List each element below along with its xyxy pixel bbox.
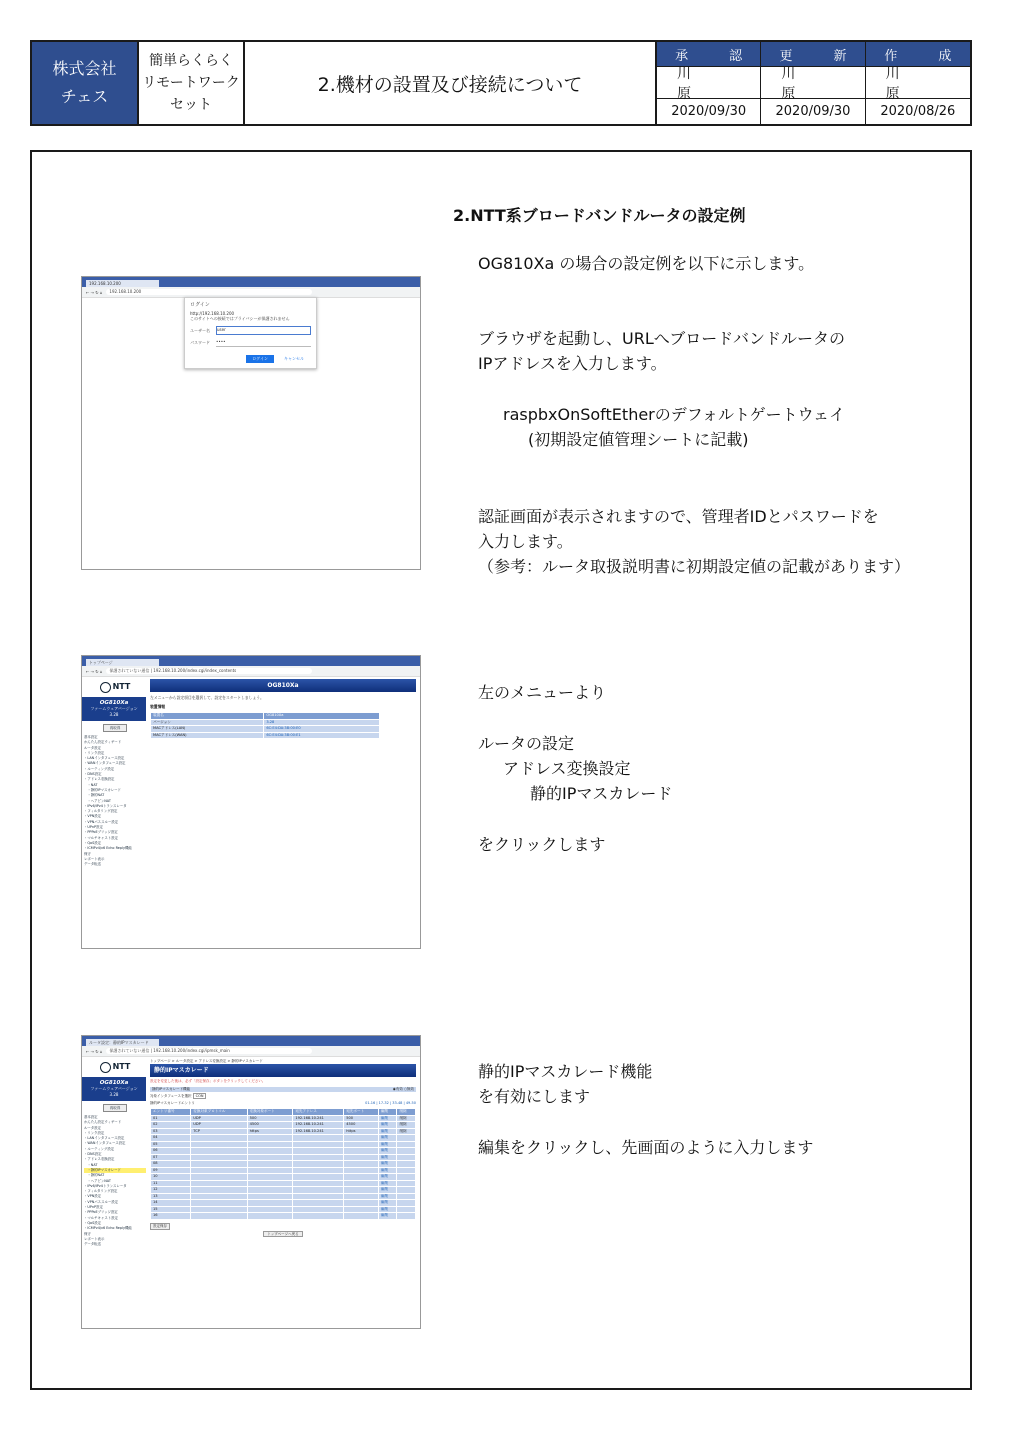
edit-link[interactable]: 編集	[379, 1200, 397, 1207]
router-head: OG810Xa	[150, 679, 416, 692]
table-cell	[293, 1213, 344, 1220]
sidebar-menu-item[interactable]: データ転送	[84, 862, 101, 867]
intro-text: OG810Xa の場合の設定例を以下に示します。	[478, 254, 815, 273]
table-cell: 500	[247, 1115, 293, 1122]
step2-line2: ルータの設定	[478, 734, 575, 753]
sidebar-menu-item[interactable]: ・VPN設定	[84, 1194, 102, 1199]
step1-line5: 認証画面が表示されますので、管理者IDとパスワードを	[478, 507, 879, 526]
sidebar-menu-item[interactable]: ・ヘアピンNAT	[84, 798, 111, 803]
edit-link[interactable]: 編集	[379, 1141, 397, 1148]
warning-text: 設定を変更した後は、必ず「設定保存」ボタンをクリックしてください。	[150, 1079, 266, 1083]
step2-line4: 静的IPマスカレード	[530, 784, 673, 803]
sidebar-menu-item[interactable]: かんたん設定ウィザード	[84, 740, 122, 745]
table-cell: 4500	[344, 1122, 379, 1129]
sidebar-menu-item[interactable]: ・PPPoEブリッジ設定	[84, 830, 118, 835]
screenshot-router-top	[81, 655, 421, 949]
router-sidebar	[82, 1057, 146, 1329]
sidebar-menu-item[interactable]: ・PPPoEブリッジ設定	[84, 1210, 118, 1215]
table-cell: 12	[151, 1187, 191, 1194]
sidebar-menu-item[interactable]: ・DNS設定	[84, 772, 102, 777]
func-on-radio[interactable]: ◉	[392, 1087, 396, 1091]
model-box	[82, 697, 146, 721]
browser-tab[interactable]: 192.168.10.200	[86, 280, 159, 287]
model-name: OG810Xa	[99, 700, 129, 706]
company-cell	[32, 42, 139, 124]
table-cell: 10	[151, 1174, 191, 1181]
table-cell: UDP	[191, 1115, 247, 1122]
nav-icons[interactable]: ← → ↻ ⌂	[86, 1048, 103, 1054]
approval-name: 川 原	[657, 67, 761, 99]
step1-line1: ブラウザを起動し、URLへブロードバンドルータの	[478, 329, 845, 348]
sidebar-menu-item[interactable]: ・VPNパススルー設定	[84, 819, 119, 824]
table-cell: 14	[151, 1200, 191, 1207]
save-button[interactable]: 設定保存	[150, 1223, 170, 1230]
sidebar-menu-item[interactable]: ・リンク設定	[84, 1130, 105, 1135]
sidebar-menu-item[interactable]: ・静的NAT	[84, 793, 105, 798]
sidebar-menu-item[interactable]: ・LANインタフェース設定	[84, 1136, 125, 1141]
table-cell: TCP	[191, 1128, 247, 1135]
approval-date: 2020/09/30	[657, 99, 761, 124]
sidebar-menu-item[interactable]: 保守	[84, 1231, 91, 1236]
table-cell: 06	[151, 1148, 191, 1155]
browser-tabbar	[82, 277, 420, 287]
firmware-label: ファームウェアバージョン	[90, 706, 138, 711]
sidebar-menu-item[interactable]: ・フィルタリング設定	[84, 1189, 118, 1194]
screenshot-login	[81, 276, 421, 570]
table-cell: 15	[151, 1206, 191, 1213]
document-header	[30, 40, 972, 126]
table-cell: 192.168.10.241	[293, 1128, 344, 1135]
delete-button[interactable]: 削除	[397, 1122, 416, 1129]
table-header-cell: OG810Xa	[264, 713, 380, 720]
update-name: 川 原	[761, 67, 865, 99]
update-label: 更 新	[761, 42, 865, 67]
browser-tabbar	[82, 1036, 420, 1046]
table-row: バージョン 3.28	[151, 719, 380, 726]
sidebar-menu-item[interactable]: ・VPNパススルー設定	[84, 1199, 119, 1204]
sidebar-menu-item[interactable]: ・ルーティング設定	[84, 766, 115, 771]
section-title: 2.NTT系ブロードバンドルータの設定例	[453, 206, 746, 225]
url-field[interactable]: 192.168.10.200	[106, 289, 312, 295]
edit-link[interactable]: 編集	[379, 1213, 397, 1220]
company-line-2: チェス	[60, 87, 109, 106]
step1-line4: (初期設定値管理シートに記載)	[528, 430, 749, 449]
reload-button[interactable]: 再取得	[103, 1104, 127, 1112]
table-cell: https	[247, 1128, 293, 1135]
sidebar-menu-item[interactable]: ・QoS設定	[84, 1220, 102, 1225]
table-header-cell: 宛先ポート	[344, 1109, 379, 1116]
router-head: 静的IPマスカレード	[150, 1064, 416, 1077]
sidebar-menu-item[interactable]: ・アドレス変換設定	[84, 777, 115, 782]
edit-link[interactable]: 編集	[379, 1206, 397, 1213]
sidebar-menu-item[interactable]: ルータ設定	[84, 745, 101, 750]
table-cell: 16	[151, 1213, 191, 1220]
sidebar-menu-item[interactable]: ・VPN設定	[84, 814, 102, 819]
create-date: 2020/08/26	[880, 104, 956, 119]
password-label: パスワード	[190, 340, 210, 345]
device-info-table	[150, 712, 380, 739]
document-title: 2.機材の設置及び接続について	[245, 42, 657, 124]
breadcrumb: トップページ > ルータ設定 > アドレス変換設定 > 静的IPマスカレード	[150, 1059, 263, 1063]
edit-link[interactable]: 編集	[379, 1122, 397, 1129]
edit-link[interactable]: 編集	[379, 1128, 397, 1135]
sidebar-menu-item[interactable]: 保守	[84, 851, 91, 856]
dialog-url: http://192.168.10.200	[190, 311, 235, 316]
router-main	[146, 677, 420, 949]
update-date: 2020/09/30	[761, 99, 865, 124]
password-input[interactable]: ••••	[216, 339, 311, 347]
step2-line3: アドレス変換設定	[503, 759, 631, 778]
sidebar-menu-item[interactable]: ・UPnP設定	[84, 825, 103, 830]
browser-addressbar	[82, 1046, 420, 1057]
screenshot-ip-masquerade	[81, 1035, 421, 1329]
guide-text: 左メニューから設定項目を選択して、設定をスタートしましょう。	[150, 695, 264, 700]
step1-line2: IPアドレスを入力します。	[478, 354, 667, 373]
sidebar-menu-item[interactable]: ・IPv6/IPv4トランスレータ	[84, 803, 127, 808]
router-main: トップページ > ルータ設定 > アドレス変換設定 > 静的IPマスカレード 静的IPマスカレード 設定を変更した後は、必ず「設定保存」ボタンをクリックしてください。 静的IPマスカレード機能 ◉有効 ○無効 対象インタフェースを選択 CON 静的IPマスカレードエントリ 01-16 | 17-32 | 33-48 | 49-50 エントリ番号 変換対象プロトコル 変換対象ポート 宛先アドレス 宛先ポート 編集 削除 01 UDP 500 192.168.10.241 500 編集 削除 02 UDP 4500 192.168.10.241 4500 編集 削除 03 TCP https 192.168.10.241 https 編集 削除 04 編集 05 編集 06 編集 07 編集 08 編集 09 編集 10 編集 11 編集 12 編集 13 編集 14 編集 15 編集 16 編集 設定保存 トップページへ戻る	[150, 1059, 416, 1236]
sidebar-menu-item[interactable]: ・ルーティング設定	[84, 1146, 115, 1151]
browser-tab[interactable]: ルータ設定：静的IPマスカレード	[86, 1039, 159, 1046]
sidebar-menu-item[interactable]: ・マルチキャスト設定	[84, 835, 118, 840]
product-cell	[139, 42, 245, 124]
nav-icons[interactable]: ← → ↻ ⌂	[86, 668, 103, 674]
product-line-3: セット	[170, 97, 212, 113]
sidebar-menu-item[interactable]: ・静的NAT	[84, 1173, 105, 1178]
step2-line5: をクリックします	[478, 835, 606, 854]
table-header-cell: 編集	[379, 1109, 397, 1116]
table-cell	[344, 1213, 379, 1220]
sidebar-menu-item[interactable]: ・静的IPマスカレード	[84, 787, 121, 792]
dialog-title: ログイン	[190, 302, 210, 308]
step1-line6: 入力します。	[478, 532, 573, 551]
firmware-version: 3.28	[109, 712, 119, 717]
sidebar-menu-item[interactable]: ルータ設定	[84, 1125, 101, 1130]
sidebar-menu-item[interactable]: ・静的IPマスカレード	[84, 1168, 146, 1173]
company-line-1: 株式会社	[52, 59, 117, 78]
edit-link[interactable]: 編集	[379, 1174, 397, 1181]
table-cell: 07	[151, 1154, 191, 1161]
sidebar-menu-item[interactable]: ・マルチキャスト設定	[84, 1215, 118, 1220]
url-field[interactable]: 保護されていない通信 | 192.168.10.200/index.cgi/ipmsk_main	[106, 1048, 312, 1054]
table-header-cell: エントリ番号	[151, 1109, 191, 1116]
browser-tab[interactable]: トップページ	[86, 659, 159, 666]
sidebar-menu-item[interactable]: ・QoS設定	[84, 840, 102, 845]
sidebar-menu-item[interactable]: ・DNS設定	[84, 1152, 102, 1157]
cancel-button[interactable]: キャンセル	[284, 356, 304, 361]
info-label: 装置情報	[150, 704, 166, 709]
url-field[interactable]: 保護されていない通信 | 192.168.10.200/index.cgi/index_contents	[106, 668, 312, 674]
user-input[interactable]: user	[216, 326, 311, 335]
sidebar-menu-item[interactable]: ・WANインタフェース設定	[84, 761, 126, 766]
edit-link[interactable]: 編集	[379, 1154, 397, 1161]
table-cell	[191, 1213, 247, 1220]
table-header-cell: 変換対象プロトコル	[191, 1109, 247, 1116]
table-cell: UDP	[191, 1122, 247, 1129]
create-name: 川 原	[866, 67, 970, 99]
table-header-cell: 宛先アドレス	[293, 1109, 344, 1116]
sidebar-menu-item[interactable]: ・WANインタフェース設定	[84, 1141, 126, 1146]
step1-line3: raspbxOnSoftEtherのデフォルトゲートウェイ	[503, 405, 845, 424]
edit-link[interactable]: 編集	[379, 1167, 397, 1174]
sidebar-menu-item[interactable]: ・リンク設定	[84, 750, 105, 755]
table-header-cell: 装置名	[151, 713, 264, 720]
table-cell: 192.168.10.241	[293, 1115, 344, 1122]
table-cell: 11	[151, 1180, 191, 1187]
sidebar-menu-item[interactable]: ・NAT	[84, 1162, 98, 1167]
edit-link[interactable]: 編集	[379, 1148, 397, 1155]
table-cell: 04	[151, 1135, 191, 1142]
table-cell: 192.168.10.241	[293, 1122, 344, 1129]
table-cell: 500	[344, 1115, 379, 1122]
edit-link[interactable]: 編集	[379, 1135, 397, 1142]
sidebar-menu-item[interactable]: ・LANインタフェース設定	[84, 756, 125, 761]
delete-button	[397, 1213, 416, 1220]
pager[interactable]: 01-16 | 17-32 | 33-48 | 49-50	[365, 1101, 416, 1105]
edit-link[interactable]: 編集	[379, 1115, 397, 1122]
table-cell: 03	[151, 1128, 191, 1135]
step3-line3: 編集をクリックし、先画面のように入力します	[478, 1138, 814, 1157]
table-cell: 09	[151, 1167, 191, 1174]
model-box: OG810Xa ファームウェアバージョン 3.28	[82, 1077, 146, 1101]
reload-button[interactable]: 再取得	[103, 724, 127, 732]
edit-link[interactable]: 編集	[379, 1180, 397, 1187]
masquerade-table	[150, 1108, 416, 1220]
sidebar-menu-item[interactable]: ・ヘアピンNAT	[84, 1178, 111, 1183]
sidebar-menu-item[interactable]: ・アドレス変換設定	[84, 1157, 115, 1162]
product-line-2: リモートワーク	[142, 75, 240, 91]
sidebar-menu-item[interactable]: ・ICMPv4/v6 Echo Reply機能	[84, 846, 132, 851]
router-sidebar	[82, 677, 146, 949]
table-cell: 13	[151, 1193, 191, 1200]
sidebar-menu-item[interactable]: ・IPv6/IPv4トランスレータ	[84, 1183, 127, 1188]
table-row: MACアドレス(WAN) 6C:E4:DA:3B:00:E1	[151, 732, 380, 739]
iface-select[interactable]: CON	[193, 1093, 207, 1099]
browser-tabbar	[82, 656, 420, 666]
edit-link[interactable]: 編集	[379, 1161, 397, 1168]
iface-label: 対象インタフェースを選択	[150, 1094, 192, 1098]
edit-link[interactable]: 編集	[379, 1193, 397, 1200]
product-line-1: 簡単らくらく	[149, 53, 233, 69]
table-cell: 4500	[247, 1122, 293, 1129]
approval-grid	[657, 42, 970, 124]
sidebar-menu-item[interactable]: 基本設定	[84, 735, 98, 739]
table-cell: https	[344, 1128, 379, 1135]
edit-link[interactable]: 編集	[379, 1187, 397, 1194]
table-cell: 01	[151, 1115, 191, 1122]
sidebar-menu-item[interactable]: ・NAT	[84, 782, 98, 787]
entry-label: 静的IPマスカレードエントリ	[150, 1101, 196, 1105]
sidebar-menu-item[interactable]: 基本設定	[84, 1115, 98, 1119]
sidebar-menu-item[interactable]: レポート表示	[84, 1236, 105, 1241]
browser-addressbar	[82, 666, 420, 677]
table-cell: 02	[151, 1122, 191, 1129]
top-page-button[interactable]: トップページへ戻る	[263, 1231, 302, 1237]
sidebar-menu-item[interactable]: かんたん設定ウィザード	[84, 1120, 122, 1125]
table-cell	[247, 1213, 293, 1220]
step3-line2: を有効にします	[478, 1087, 591, 1106]
table-header-cell: 削除	[397, 1109, 416, 1116]
sidebar-menu-item[interactable]: データ転送	[84, 1242, 101, 1247]
table-row	[151, 1213, 416, 1220]
step1-line7: （参考：ルータ取扱説明書に初期設定値の記載があります）	[478, 557, 911, 576]
login-dialog	[184, 297, 317, 369]
ntt-logo: NTT	[84, 1057, 146, 1077]
func-label: 静的IPマスカレード機能	[152, 1087, 191, 1091]
create-label: 作 成	[866, 42, 970, 67]
table-cell: 05	[151, 1141, 191, 1148]
func-off-radio[interactable]: ○	[403, 1087, 407, 1091]
ntt-logo: NTT	[84, 677, 146, 697]
sidebar-menu-item[interactable]: ・ICMPv4/v6 Echo Reply機能	[84, 1226, 132, 1231]
sidebar-menu-item[interactable]: レポート表示	[84, 856, 105, 861]
dialog-note: このサイトへの接続ではプライバシーが保護されません	[190, 316, 290, 321]
step3-line1: 静的IPマスカレード機能	[478, 1062, 653, 1081]
approval-label: 承 認	[657, 42, 761, 67]
table-header-cell: 変換対象ポート	[247, 1109, 293, 1116]
sidebar-menu-item[interactable]: ・フィルタリング設定	[84, 809, 118, 814]
nav-icons[interactable]: ← → ↻ ⌂	[86, 289, 103, 295]
login-button[interactable]: ログイン	[246, 355, 274, 363]
delete-button[interactable]: 削除	[397, 1115, 416, 1122]
user-label: ユーザー名	[190, 327, 210, 333]
table-cell: 08	[151, 1161, 191, 1168]
step2-line1: 左のメニューより	[478, 683, 607, 702]
table-row: MACアドレス(LAN) 6C:E4:DA:3B:00:E0	[151, 726, 380, 733]
sidebar-menu-item[interactable]: ・UPnP設定	[84, 1205, 103, 1210]
delete-button[interactable]: 削除	[397, 1128, 416, 1135]
